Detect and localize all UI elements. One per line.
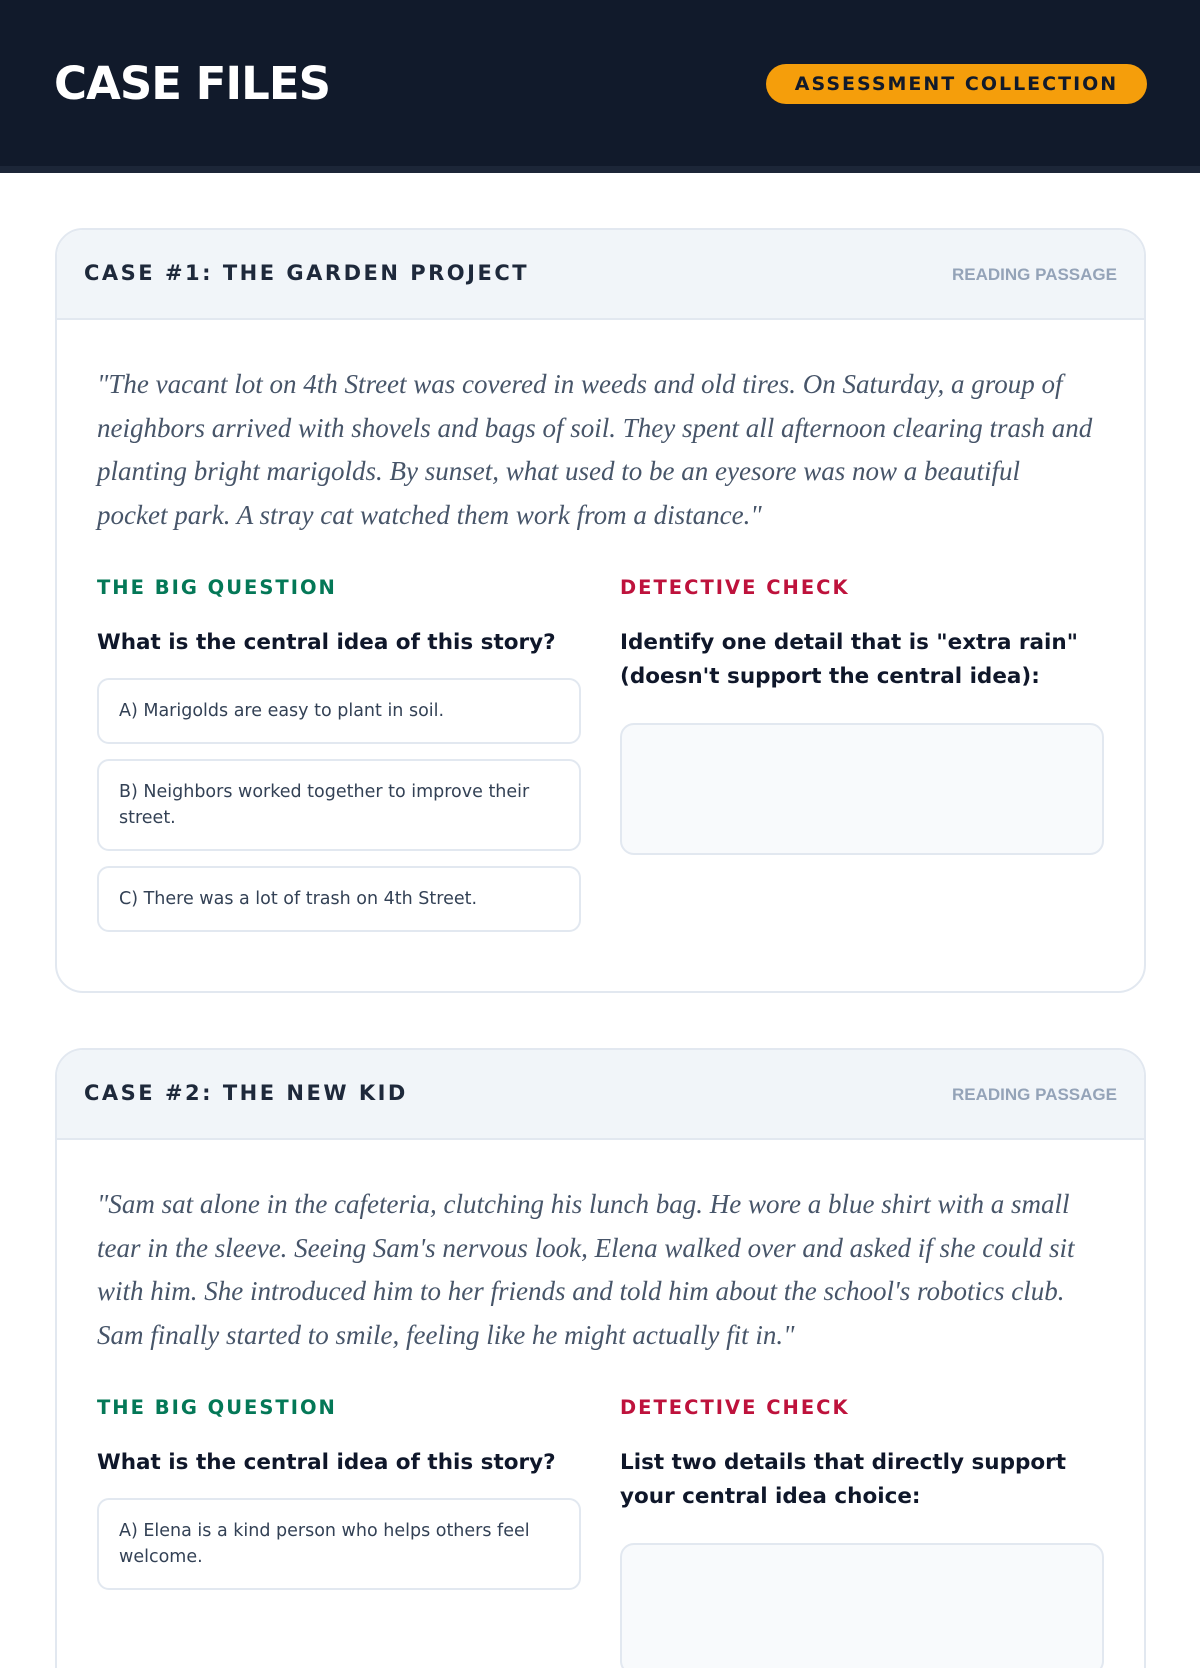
big-question-section bbox=[97, 576, 581, 947]
answer-options bbox=[97, 1498, 581, 1590]
page-header bbox=[0, 0, 1200, 173]
answer-option-a[interactable]: A) Elena is a kind person who helps others feel welcome. bbox=[97, 1498, 581, 1590]
case-header bbox=[57, 230, 1144, 320]
case-card-2 bbox=[55, 1048, 1146, 1668]
reading-passage: "Sam sat alone in the cafeteria, clutching his lunch bag. He wore a blue shirt with a small tear in the sleeve. Seeing Sam's nervous look, Elena walked over and asked if she could sit with him. She introduced him to her friends and told him about the school's robotics club. Sam finally started to smile, feeling like he might actually fit in." bbox=[97, 1189, 1075, 1350]
answer-options bbox=[97, 678, 581, 932]
reading-passage: "The vacant lot on 4th Street was covered in weeds and old tires. On Saturday, a group of neighbors arrived with shovels and bags of soil. They spent all afternoon clearing trash and planting bright marigolds. By sunset, what used to be an eyesore was now a beautiful pocket park. A stray cat watched them work from a distance." bbox=[97, 369, 1093, 530]
page-title: CASE FILES bbox=[54, 57, 330, 110]
detective-check-section bbox=[620, 1396, 1104, 1668]
big-question-label: THE BIG QUESTION bbox=[97, 576, 337, 599]
big-question-label: THE BIG QUESTION bbox=[97, 1396, 337, 1419]
case-tag: READING PASSAGE bbox=[952, 265, 1117, 284]
case-title: CASE #1: THE GARDEN PROJECT bbox=[84, 261, 530, 285]
answer-option-a[interactable]: A) Marigolds are easy to plant in soil. bbox=[97, 678, 581, 744]
detective-answer-box[interactable] bbox=[620, 1543, 1104, 1668]
case-card-1 bbox=[55, 228, 1146, 993]
big-question-prompt: What is the central idea of this story? bbox=[97, 630, 556, 655]
detective-check-prompt: List two details that directly support your central idea choice: bbox=[620, 1450, 1067, 1509]
answer-option-b[interactable]: B) Neighbors worked together to improve their street. bbox=[97, 759, 581, 851]
case-header bbox=[57, 1050, 1144, 1140]
detective-check-section bbox=[620, 576, 1104, 855]
detective-answer-box[interactable] bbox=[620, 723, 1104, 855]
case-title: CASE #2: THE NEW KID bbox=[84, 1081, 408, 1105]
big-question-section bbox=[97, 1396, 581, 1605]
detective-check-prompt: Identify one detail that is "extra rain" (doesn't support the central idea): bbox=[620, 630, 1078, 689]
case-tag: READING PASSAGE bbox=[952, 1085, 1117, 1104]
detective-check-label: DETECTIVE CHECK bbox=[620, 576, 850, 599]
answer-option-c[interactable]: C) There was a lot of trash on 4th Street. bbox=[97, 866, 581, 932]
detective-check-label: DETECTIVE CHECK bbox=[620, 1396, 850, 1419]
collection-badge: ASSESSMENT COLLECTION bbox=[766, 64, 1147, 104]
big-question-prompt: What is the central idea of this story? bbox=[97, 1450, 556, 1475]
